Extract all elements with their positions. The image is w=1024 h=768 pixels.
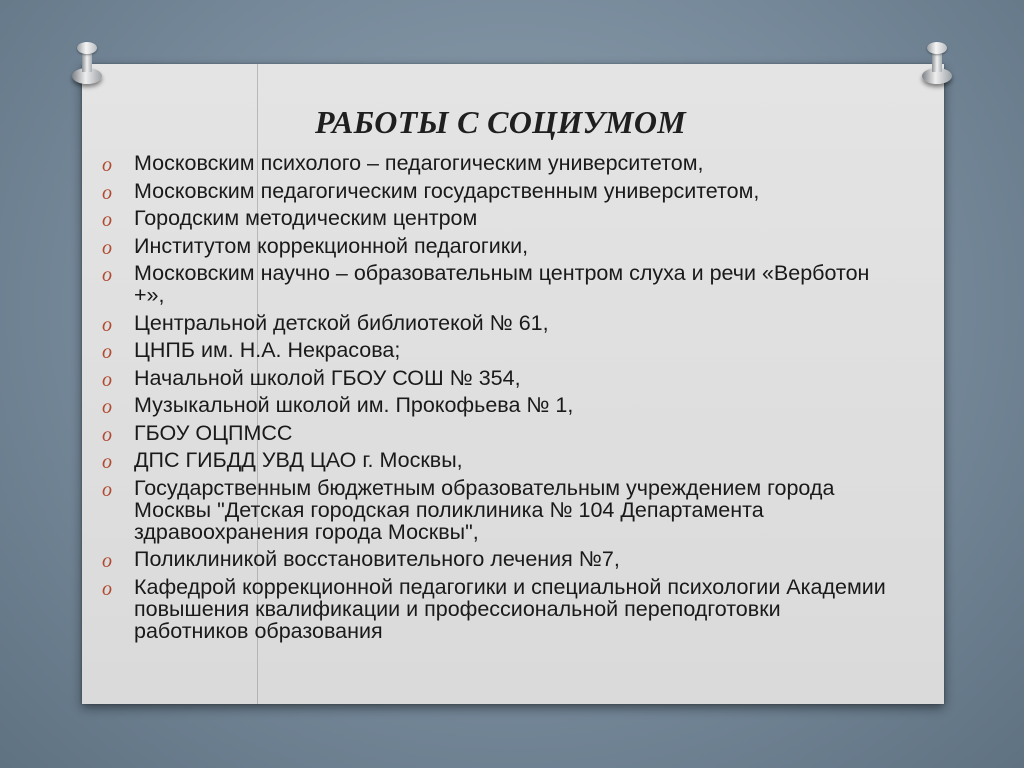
list-item: o Музыкальной школой им. Прокофьева № 1, xyxy=(102,393,574,418)
bullet-icon: o xyxy=(102,396,112,418)
list-item: o Государственным бюджетным образовательным учреждением города Москвы "Детская городская поликлиника № 104 Департамента здравоохранения города Москвы", xyxy=(102,475,835,544)
bullet-icon: o xyxy=(102,451,112,473)
list-item: o Начальной школой ГБОУ СОШ № 354, xyxy=(102,365,521,391)
bullet-icon: o xyxy=(102,577,112,600)
list-item: o Кафедрой коррекционной педагогики и специальной психологии Академии повышения квалификации и профессиональной переподготовки работников образования xyxy=(102,574,886,643)
list-item: o ГБОУ ОЦПМСС xyxy=(102,420,293,446)
list-item: o ДПС ГИБДД УВД ЦАО г. Москвы, xyxy=(102,448,463,473)
list-item: o Институтом коррекционной педагогики, xyxy=(102,233,529,259)
list-item: o Центральной детской библиотекой № 61, xyxy=(102,310,549,336)
bullet-icon: o xyxy=(102,478,112,501)
bullet-icon: o xyxy=(102,313,112,336)
bullet-icon: o xyxy=(102,368,112,391)
bullet-icon: o xyxy=(102,341,112,363)
bullet-icon: o xyxy=(102,423,112,446)
list-item: o Московским научно – образовательным центром слуха и речи «Верботон +», xyxy=(102,261,870,307)
list-item: o Московским психолого – педагогическим университетом, xyxy=(102,151,704,176)
pushpin-right-icon xyxy=(920,42,954,86)
partners-list xyxy=(100,152,900,647)
bullet-icon: o xyxy=(102,154,112,176)
list-item: o Поликлиникой восстановительного лечения №7, xyxy=(102,547,620,572)
bullet-icon: o xyxy=(102,181,112,204)
list-item: o Городским методическим центром xyxy=(102,206,478,231)
bullet-icon: o xyxy=(102,209,112,231)
bullet-icon: o xyxy=(102,236,112,259)
slide-title: РАБОТЫ С СОЦИУМОМ xyxy=(315,104,687,140)
bullet-icon: o xyxy=(102,550,112,572)
bullet-icon: o xyxy=(102,264,112,286)
list-item: o ЦНПБ им. Н.А. Некрасова; xyxy=(102,338,401,363)
list-item: o Московским педагогическим государственным университетом, xyxy=(102,178,760,204)
pushpin-left-icon xyxy=(70,42,104,86)
